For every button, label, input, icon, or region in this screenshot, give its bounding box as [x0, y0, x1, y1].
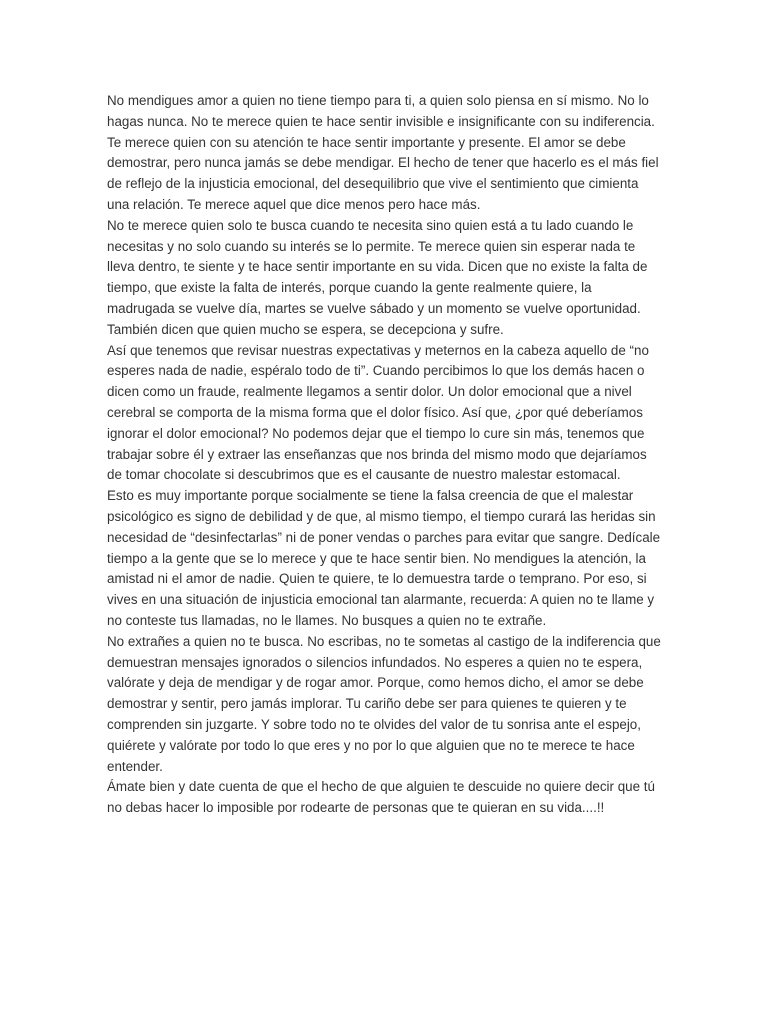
paragraph-3: Así que tenemos que revisar nuestras expectativas y meternos en la cabeza aquello de “no esperes nada de nadie, espéralo todo de ti”. Cuando percibimos lo que los demás hacen o dicen como un fraude, realmente llegamos a sentir dolor. Un dolor emocional que a nivel cerebral se comporta de la misma forma que el dolor físico. Así que, ¿por qué deberíamos ignorar el dolor emocional? No podemos dejar que el tiempo lo cure sin más, tenemos que trabajar sobre él y extraer las enseñanzas que nos brinda del mismo modo que dejaríamos de tomar chocolate si descubrimos que es el causante de nuestro malestar estomacal. [107, 342, 649, 483]
paragraph-5: No extrañes a quien no te busca. No escribas, no te sometas al castigo de la indiferencia que demuestran mensajes ignorados o silencios infundados. No esperes a quien no te espera, valórate y deja de mendigar y de rogar amor. Porque, como hemos dicho, el amor se debe demostrar y sentir, pero jamás implorar. Tu cariño debe ser para quienes te quieren y te comprenden sin juzgarte. Y sobre todo no te olvides del valor de tu sonrisa ante el espejo, quiérete y valórate por todo lo que eres y no por lo que alguien que no te merece te hace entender. [107, 633, 661, 774]
paragraph-6: Ámate bien y date cuenta de que el hecho de que alguien te descuide no quiere decir que tú no debas hacer lo imposible por rodearte de personas que te quieran en su vida....!! [107, 779, 655, 816]
paragraph-4: Esto es muy importante porque socialmente se tiene la falsa creencia de que el malestar psicológico es signo de debilidad y de que, al mismo tiempo, el tiempo curará las heridas sin necesidad de “desinfectarlas” ni de poner vendas o parches para evitar que sangre. Dedícale tiempo a la gente que se lo merece y que te hace sentir bien. No mendigues la atención, la amistad ni el amor de nadie. Quien te quiere, te lo demuestra tarde o temprano. Por eso, si vives en una situación de injusticia emocional tan alarmante, recuerda: A quien no te llame y no conteste tus llamadas, no le llames. No busques a quien no te extrañe. [107, 488, 661, 628]
document-body [107, 91, 662, 819]
paragraph-1: No mendigues amor a quien no tiene tiempo para ti, a quien solo piensa en sí mismo. No lo hagas nunca. No te merece quien te hace sentir invisible e insignificante con su indiferencia. Te merece quien con su atención te hace sentir importante y presente. El amor se debe demostrar, pero nunca jamás se debe mendigar. El hecho de tener que hacerlo es el más fiel de reflejo de la injusticia emocional, del desequilibrio que vive el sentimiento que cimienta una relación. Te merece aquel que dice menos pero hace más. [107, 93, 659, 212]
paragraph-2: No te merece quien solo te busca cuando te necesita sino quien está a tu lado cuando le necesitas y no solo cuando su interés se lo permite. Te merece quien sin esperar nada te lleva dentro, te siente y te hace sentir importante en su vida. Dicen que no existe la falta de tiempo, que existe la falta de interés, porque cuando la gente realmente quiere, la madrugada se vuelve día, martes se vuelve sábado y un momento se vuelve oportunidad. También dicen que quien mucho se espera, se decepciona y sufre. [107, 217, 648, 337]
